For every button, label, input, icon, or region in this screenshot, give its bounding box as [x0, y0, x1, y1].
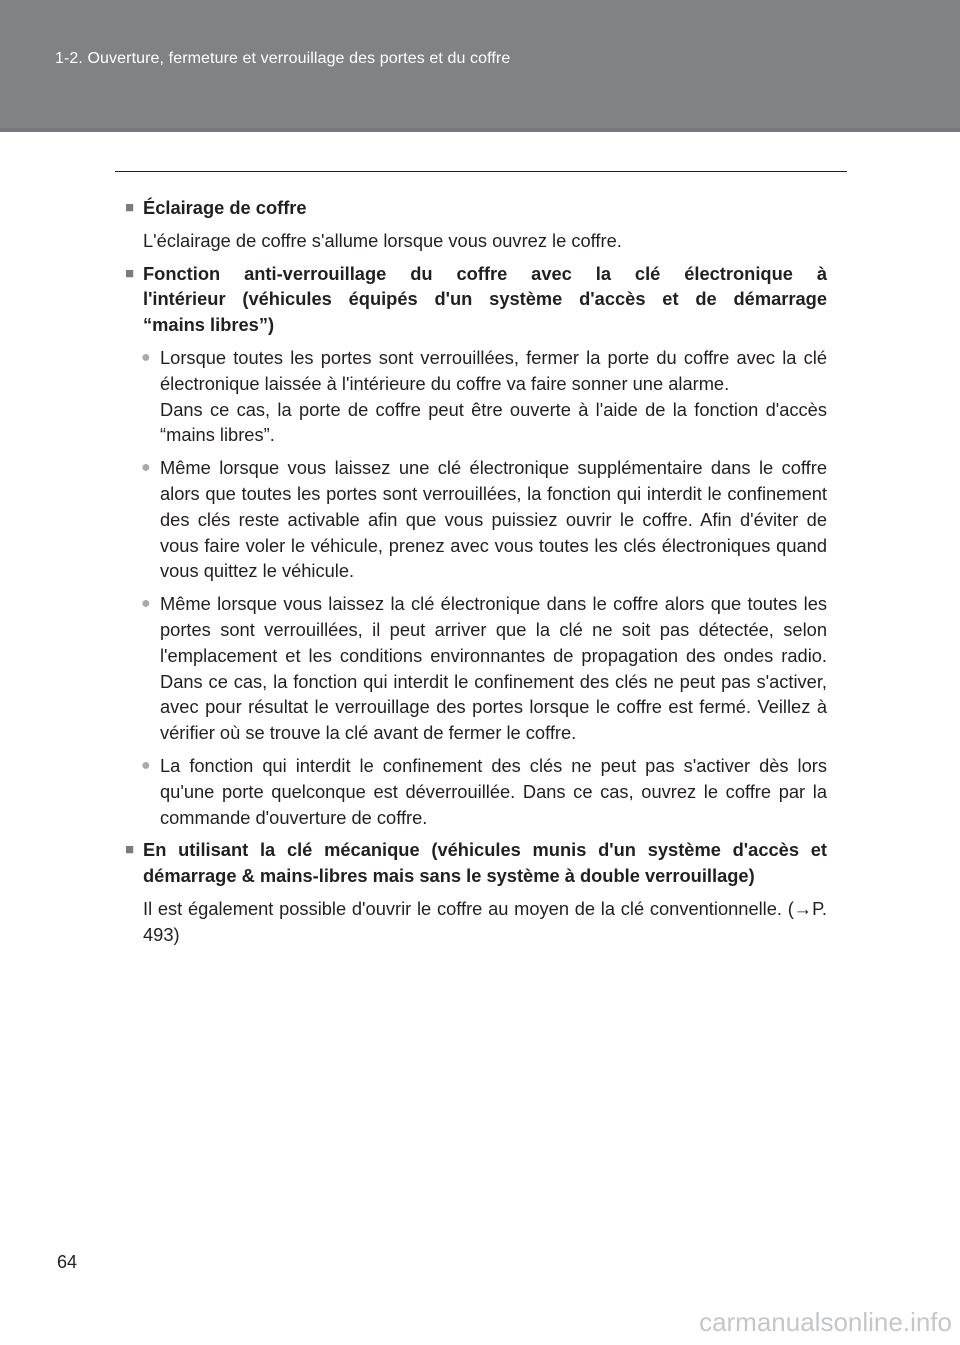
bullet-text: Lorsque toutes les portes sont verrouillées, fermer la porte du coffre avec la clé électronique laissée à l'intérieure du coffre va faire sonner une alarme. [160, 346, 827, 394]
page-content [125, 195, 827, 955]
bullet-text: Même lorsque vous laissez la clé électronique dans le coffre alors que toutes les portes sont verrouillées, il peut arriver que la clé ne soit pas détectée, selon l'emplacement et les conditions environnantes de propagation des ondes radio. Dans ce cas, la fonction qui interdit le confinement des clés ne peut pas s'activer, avec pour résultat le verrouillage des portes lorsque le coffre est fermé. Veillez à vérifier où se trouve la clé avant de fermer le coffre. [160, 593, 827, 744]
circle-bullet-icon: ● [141, 595, 151, 613]
list-item [125, 753, 827, 830]
circle-bullet-icon: ● [141, 459, 151, 477]
heading-line: En utilisant la clé mécanique (véhicules munis d'un système d'accès et [143, 839, 827, 861]
square-icon: ■ [125, 264, 135, 282]
watermark: carmanualsonline.info [699, 1307, 952, 1337]
section-body-cle-mecanique: Il est également possible d'ouvrir le coffre au moyen de la clé conventionnelle. (→P. 493) [143, 897, 827, 945]
square-icon: ■ [125, 199, 135, 216]
section-body-eclairage: L'éclairage de coffre s'allume lorsque vous ouvrez le coffre. [143, 229, 622, 251]
list-item [125, 455, 827, 584]
heading-line: démarrage & mains-libres mais sans le système à double verrouillage) [143, 865, 755, 887]
chapter-header-band [0, 0, 960, 132]
section-heading-cle-mecanique [125, 837, 827, 889]
header-rule [115, 171, 847, 172]
circle-bullet-icon: ● [141, 756, 151, 774]
section-heading-anti-verrouillage [125, 261, 827, 338]
list-item [125, 345, 827, 448]
heading-line: l'intérieur (véhicules équipés d'un système d'accès et de démarrage [143, 288, 827, 310]
chapter-title: 1-2. Ouverture, fermeture et verrouillage des portes et du coffre [55, 50, 511, 67]
bullet-text: Même lorsque vous laissez une clé électronique supplémentaire dans le coffre alors que toutes les portes sont verrouillées, la fonction qui interdit le confinement des clés reste activable afin que vous puissiez ouvrir le coffre. Afin d'éviter de vous faire voler le véhicule, prenez avec vous toutes les clés électroniques quand vous quittez le véhicule. [160, 457, 827, 582]
bullet-text: Dans ce cas, la porte de coffre peut être ouverte à l'aide de la fonction d'accès “mains libres”. [160, 398, 827, 446]
heading-line: Fonction anti-verrouillage du coffre avec la clé électronique à [143, 262, 827, 284]
heading-line: “mains libres”) [143, 314, 275, 336]
bullet-text: La fonction qui interdit le confinement des clés ne peut pas s'activer dès lors qu'une porte quelconque est déverrouillée. Dans ce cas, ouvrez le coffre par la commande d'ouverture de coffre. [160, 754, 827, 828]
page-number: 64 [57, 1252, 78, 1272]
list-item [125, 591, 827, 746]
circle-bullet-icon: ● [141, 348, 151, 366]
section-heading-eclairage: ■ Éclairage de coffre [125, 195, 827, 221]
square-icon: ■ [125, 841, 135, 859]
